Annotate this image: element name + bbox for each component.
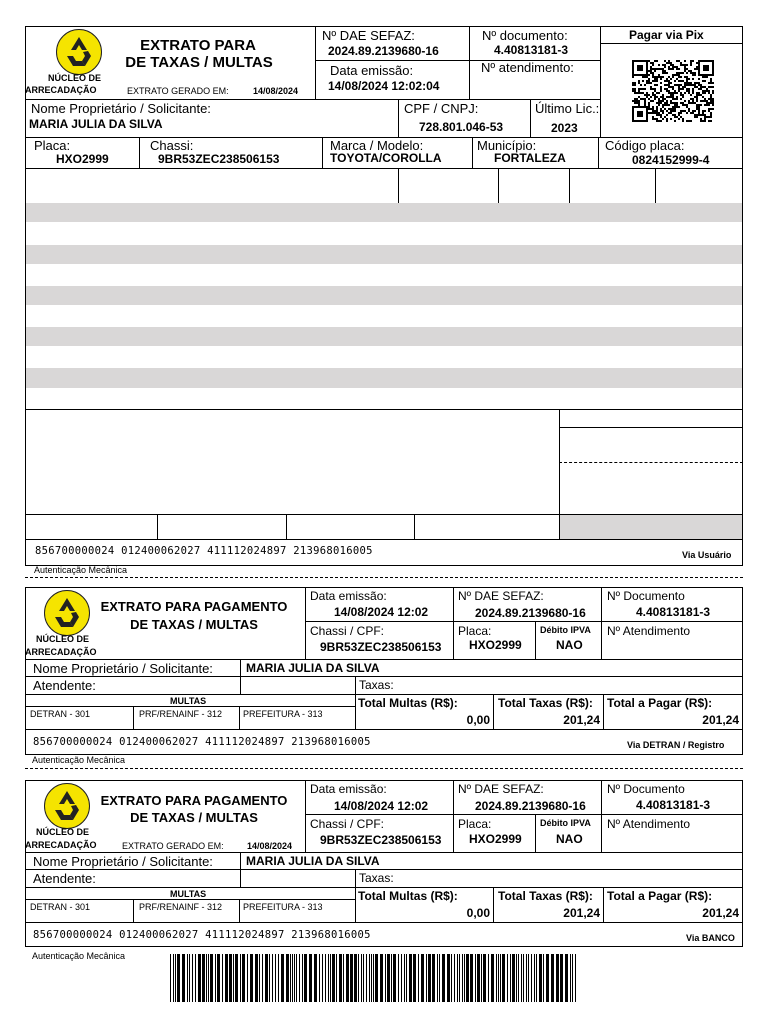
table-row [26,245,742,264]
cut-line [25,768,743,769]
payment-barcode-icon [170,954,578,1002]
table-row [26,327,742,346]
fine-col-prefeitura: PREFEITURA - 313 [243,709,323,719]
cpf-label: CPF / CNPJ: [404,101,479,116]
chassis-value: 9BR53ZEC238506153 [320,640,442,654]
generated-date: 14/08/2024 [253,86,299,96]
model-label: Marca / Modelo: [330,138,424,153]
total-pay-value: 201,24 [702,713,739,727]
via-label: Via Usuário [682,550,732,560]
fine-col-detran: DETRAN - 301 [30,709,91,719]
auth-label: Autenticação Mecânica [32,951,126,961]
plate-label: Placa: [458,817,492,831]
cut-line [25,577,743,578]
total-fees-value: 201,24 [563,906,600,920]
chassis-value: 9BR53ZEC238506153 [158,152,280,166]
auth-label: Autenticação Mecânica [32,755,126,765]
doc-title-line1: EXTRATO PARA PAGAMENTO [100,793,288,808]
org-name-line2: ARRECADAÇÃO [25,85,97,95]
document-value: 4.40813181-3 [494,43,569,57]
owner-value: MARIA JULIA DA SILVA [29,117,163,131]
plate-value: HXO2999 [469,832,522,846]
ipva-value: NAO [556,832,583,846]
fines-header: MULTAS [170,889,207,899]
table-row [26,203,742,222]
owner-label: Nome Proprietário / Solicitante: [31,101,211,116]
doc-title-line1: EXTRATO PARA [140,37,256,54]
chassis-value: 9BR53ZEC238506153 [320,833,442,847]
doc-title-line2: DE TAXAS / MULTAS [130,617,258,632]
cpf-value: 728.801.046-53 [419,120,504,134]
attendance-label: Nº atendimento: [481,60,574,75]
org-name-line1: NÚCLEO DE [36,634,90,644]
total-fees-label: Total Taxas (R$): [498,889,593,903]
dae-label: Nº DAE SEFAZ: [458,782,544,796]
doc-title-line1: EXTRATO PARA PAGAMENTO [100,599,288,614]
barcode-digits: 856700000024 012400062027 411112024897 213968016005 [33,736,371,748]
plate-code-value: 0824152999-4 [632,153,710,167]
fine-col-prf: PRF/RENAINF - 312 [139,709,223,719]
ipva-label: Débito IPVA [540,625,591,635]
total-fees-value: 201,24 [563,713,600,727]
via-label: Via BANCO [686,933,735,943]
plate-label: Placa: [34,138,71,153]
total-pay-label: Total a Pagar (R$): [607,696,713,710]
total-fines-label: Total Multas (R$): [358,696,458,710]
plate-code-label: Código placa: [605,138,685,153]
owner-value: MARIA JULIA DA SILVA [246,661,380,675]
last-licensing-value: 2023 [551,121,578,135]
plate-label: Placa: [458,624,492,638]
fees-label: Taxas: [359,871,394,885]
generated-date: 14/08/2024 [247,841,293,851]
document-label: Nº Documento [607,589,685,603]
fees-label: Taxas: [359,678,394,692]
org-name-line1: NÚCLEO DE [48,73,102,83]
barcode-digits: 856700000024 012400062027 411112024897 213968016005 [35,545,373,557]
dae-label: Nº DAE SEFAZ: [322,28,415,43]
attendance-label: Nº Atendimento [607,624,691,638]
barcode-digits: 856700000024 012400062027 411112024897 213968016005 [33,929,371,941]
total-fines-value: 0,00 [466,906,490,920]
model-value: TOYOTA/COROLLA [330,151,442,165]
chassis-label: Chassi / CPF: [310,624,385,638]
document-label: Nº Documento [607,782,685,796]
dae-value: 2024.89.2139680-16 [475,799,586,813]
emission-value: 14/08/2024 12:02:04 [328,79,440,93]
dae-value: 2024.89.2139680-16 [475,606,586,620]
auth-label: Autenticação Mecânica [34,565,128,575]
attendant-label: Atendente: [33,871,96,886]
plate-value: HXO2999 [56,152,109,166]
pix-label[interactable]: Pagar via Pix [629,28,704,42]
attendant-label: Atendente: [33,678,96,693]
pix-qr-code-icon[interactable] [632,60,714,122]
recycle-logo-icon [56,29,102,75]
emission-value: 14/08/2024 12:02 [334,605,429,619]
ipva-value: NAO [556,638,583,652]
org-name-line1: NÚCLEO DE [36,827,90,837]
generated-label: EXTRATO GERADO EM: [127,86,229,96]
table-row [26,368,742,388]
fine-col-prefeitura: PREFEITURA - 313 [243,902,323,912]
document-label: Nº documento: [482,28,568,43]
generated-label: EXTRATO GERADO EM: [122,841,224,851]
recycle-logo-icon [44,590,90,636]
owner-label: Nome Proprietário / Solicitante: [33,854,213,869]
emission-label: Data emissão: [310,589,387,603]
last-licensing-label: Último Lic.: [535,101,600,116]
owner-label: Nome Proprietário / Solicitante: [33,661,213,676]
ipva-label: Débito IPVA [540,818,591,828]
dae-value: 2024.89.2139680-16 [328,44,439,58]
table-row [26,286,742,305]
doc-title-line2: DE TAXAS / MULTAS [130,810,258,825]
city-label: Município: [477,138,537,153]
doc-title-line2: DE TAXAS / MULTAS [125,54,273,71]
recycle-logo-icon [44,783,90,829]
org-name-line2: ARRECADAÇÃO [25,840,97,850]
total-pay-value: 201,24 [702,906,739,920]
total-fees-label: Total Taxas (R$): [498,696,593,710]
emission-value: 14/08/2024 12:02 [334,799,429,813]
city-value: FORTALEZA [494,151,566,165]
via-label: Via DETRAN / Registro [627,740,725,750]
dae-label: Nº DAE SEFAZ: [458,589,544,603]
total-fines-value: 0,00 [466,713,490,727]
document-value: 4.40813181-3 [636,605,711,619]
emission-label: Data emissão: [310,782,387,796]
fine-col-detran: DETRAN - 301 [30,902,91,912]
total-fines-label: Total Multas (R$): [358,889,458,903]
emission-label: Data emissão: [330,63,414,78]
plate-value: HXO2999 [469,638,522,652]
document-value: 4.40813181-3 [636,798,711,812]
total-pay-label: Total a Pagar (R$): [607,889,713,903]
chassis-label: Chassi / CPF: [310,817,385,831]
chassis-label: Chassi: [150,138,194,153]
fines-header: MULTAS [170,696,207,706]
org-name-line2: ARRECADAÇÃO [25,647,97,657]
owner-value: MARIA JULIA DA SILVA [246,854,380,868]
attendance-label: Nº Atendimento [607,817,691,831]
fine-col-prf: PRF/RENAINF - 312 [139,902,223,912]
